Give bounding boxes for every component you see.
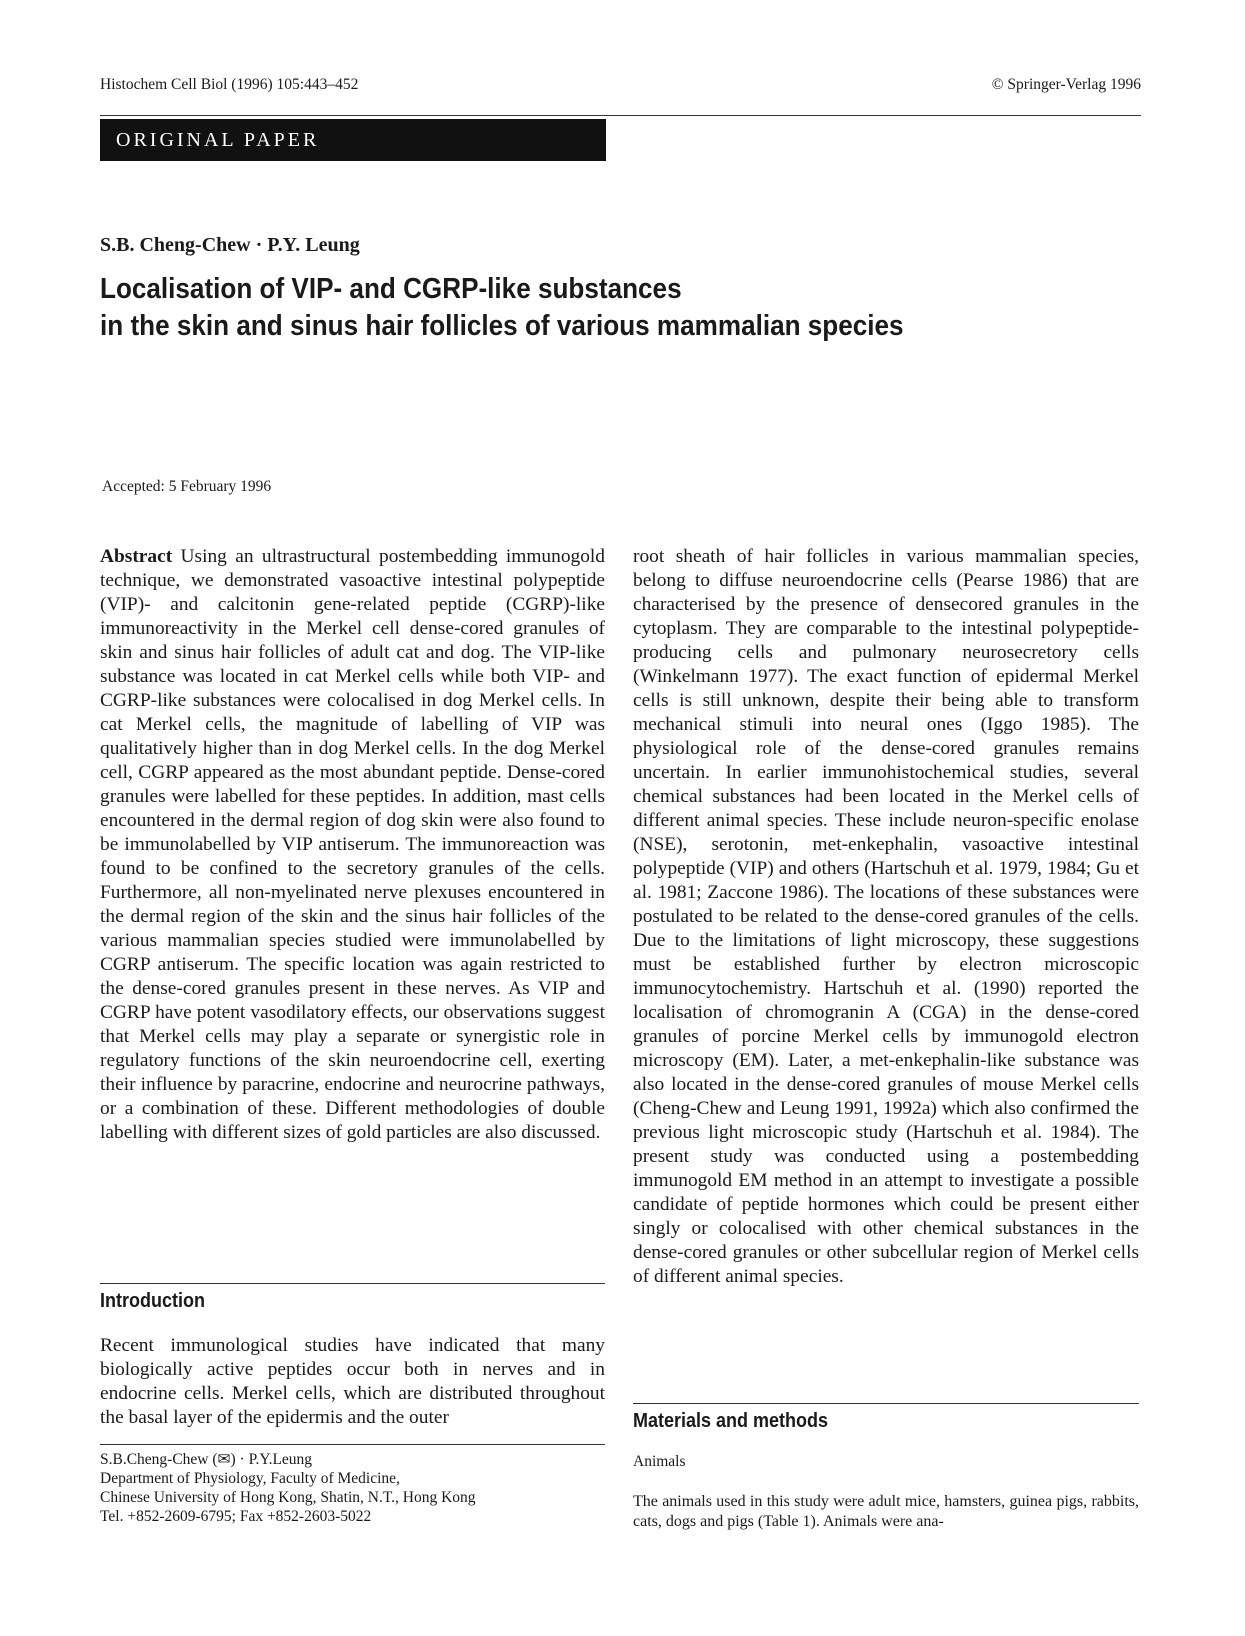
copyright-notice: © Springer-Verlag 1996 — [991, 76, 1141, 93]
footnote-contact: Tel. +852-2609-6795; Fax +852-2603-5022 — [100, 1508, 372, 1525]
abstract — [100, 545, 605, 1145]
accepted-date: Accepted: 5 February 1996 — [102, 478, 272, 495]
header-rule — [100, 115, 1141, 116]
animals-subheading: Animals — [633, 1453, 686, 1470]
footnote-department: Department of Physiology, Faculty of Medicine, — [100, 1470, 400, 1487]
methods-text: The animals used in this study were adult mice, hamsters, guinea pigs, rabbits, cats, dogs and pigs (Table 1). Animals were ana- — [633, 1493, 1139, 1530]
journal-citation: Histochem Cell Biol (1996) 105:443–452 — [100, 76, 359, 93]
introduction-text-right: root sheath of hair follicles in various mammalian species, belong to diffuse neuroendocrine cells (Pearse 1986) that are characterised by the presence of densecored granules in the cytoplasm. They are comparable to the intestinal polypeptide-producing cells and pulmonary neurosecretory cells (Winkelmann 1977). The exact function of epidermal Merkel cells is still unknown, despite their being able to transform mechanical stimuli into neural ones (Iggo 1985). The physiological role of the dense-cored granules remains uncertain. In earlier immunohistochemical studies, several chemical substances had been located in the Merkel cells of different animal species. These include neuron-specific enolase (NSE), serotonin, met-enkephalin, vasoactive intestinal polypeptide (VIP) and others (Hartschuh et al. 1979, 1984; Gu et al. 1981; Zaccone 1986). The locations of these substances were postulated to be related to the dense-cored granules of the cells. Due to the limitations of light microscopy, these suggestions must be established further by electron microscopic immunocytochemistry. Hartschuh et al. (1990) reported the localisation of chromogranin A (CGA) in the dense-cored granules of porcine Merkel cells by immunogold electron microscopy (EM). Later, a met-enkephalin-like substance was also located in the dense-cored granules of mouse Merkel cells (Cheng-Chew and Leung 1991, 1992a) which also confirmed the previous light microscopic study (Hartschuh et al. 1984). The present study was conducted using a postembedding immunogold EM method in an attempt to investigate a possible candidate of peptide hormones which could be present either singly or colocalised with other chemical substances in the dense-cored granules or other subcellular region of Merkel cells of different animal species. — [633, 546, 1139, 1287]
correspondence-footnote — [100, 1450, 605, 1526]
title-line-2: in the skin and sinus hair follicles of various mammalian species — [100, 310, 904, 342]
methods-rule — [633, 1403, 1139, 1404]
title-line-1: Localisation of VIP- and CGRP-like substances — [100, 273, 682, 305]
abstract-heading: Abstract — [100, 546, 173, 567]
methods-heading: Materials and methods — [633, 1410, 829, 1432]
authors: S.B. Cheng-Chew · P.Y. Leung — [100, 234, 360, 256]
footnote-university: Chinese University of Hong Kong, Shatin, N.T., Hong Kong — [100, 1489, 476, 1506]
introduction-text-left: Recent immunological studies have indicated that many biologically active peptides occur both in nerves and in endocrine cells. Merkel cells, which are distributed throughout the basal layer of the epidermis and the outer — [100, 1335, 605, 1428]
article-title — [100, 271, 1000, 345]
abstract-text: Using an ultrastructural postembedding immunogold technique, we demonstrated vasoactive intestinal polypeptide (VIP)- and calcitonin gene-related peptide (CGRP)-like immunoreactivity in the Merkel cell dense-cored granules of skin and sinus hair follicles of adult cat and dog. The VIP-like substance was located in cat Merkel cells while both VIP- and CGRP-like substances were colocalised in dog Merkel cells. In cat Merkel cells, the magnitude of labelling of VIP was qualitatively higher than in dog Merkel cells. In the dog Merkel cell, CGRP appeared as the most abundant peptide. Dense-cored granules were labelled for these peptides. In addition, mast cells encountered in the dermal region of dog skin were also found to be immunolabelled by VIP antiserum. The immunoreaction was found to be confined to the secretory granules of the cells. Furthermore, all non-myelinated nerve plexuses encountered in the dermal region of the skin and the sinus hair follicles of the various mammalian species studied were immunolabelled by CGRP antiserum. The specific location was again restricted to the dense-cored granules present in these nerves. As VIP and CGRP have potent vasodilatory effects, our observations suggest that Merkel cells may play a separate or synergistic role in regulatory functions of the skin neuroendocrine cell, exerting their influence by paracrine, endocrine and neurocrine pathways, or a combination of these. Different methodologies of double labelling with different sizes of gold particles are also discussed. — [100, 546, 605, 1143]
footnote-rule — [100, 1444, 605, 1445]
original-paper-badge: ORIGINAL PAPER — [100, 119, 606, 161]
introduction-heading: Introduction — [100, 1290, 205, 1312]
introduction-rule — [100, 1283, 605, 1284]
footnote-authors: S.B.Cheng-Chew (✉) · P.Y.Leung — [100, 1451, 313, 1468]
